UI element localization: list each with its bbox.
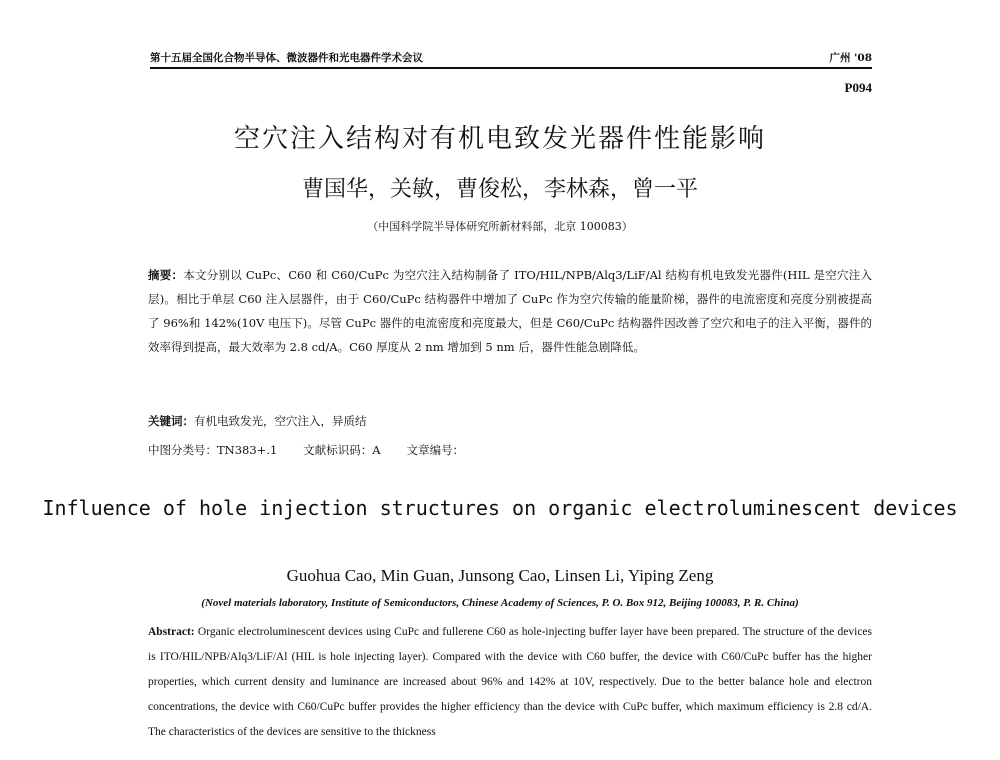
classification-number: 中图分类号：TN383+.1 [148, 443, 278, 457]
title-english: Influence of hole injection structures on organic electroluminescent devices [42, 496, 958, 520]
running-header [150, 50, 872, 65]
header-divider [150, 67, 872, 69]
abstract-text-english: Organic electroluminescent devices using CuPc and fullerene C60 as hole-injecting buffer layer have been prepared. The structure of the devices is ITO/HIL/NPB/Alq3/LiF/Al (HIL is hole injecting layer). Compared with the device with C60 buffer, the device with C60/CuPc buffer has the higher properties, which current density and luminance are increased about 96% and 142% at 10V, respectively. Due to the better balance hole and electron concentrations, the device with C60/CuPc buffer provides the higher efficiency than the device with CuPc buffer, which maximum efficiency is 2.8 cd/A. The characteristics of the devices are sensitive to the thickness [148, 626, 872, 738]
article-number: 文章编号： [406, 443, 465, 457]
keywords-line [148, 413, 367, 429]
document-code: 文献标识码：A [303, 443, 381, 457]
keywords-label: 关键词： [148, 414, 194, 428]
affiliation-english: (Novel materials laboratory, Institute of Semiconductors, Chinese Academy of Sciences, P. O. Box 912, Beijing 100083, P. R. China) [201, 597, 799, 609]
abstract-text-chinese: 本文分别以 CuPc、C60 和 C60/CuPc 为空穴注入结构制备了 ITO/HIL/NPB/Alq3/LiF/Al 结构有机电致发光器件(HIL 是空穴注入层)。相比于单层 C60 注入层器件，由于 C60/CuPc 结构器件中增加了 CuPc 作为空穴传输的能量阶梯，器件的电流密度和亮度分别被提高了 96%和 142%(10V 电压下)。尽管 CuPc 器件的电流密度和亮度最大，但是 C60/CuPc 结构器件因改善了空穴和电子的注入平衡，器件的效率得到提高，最大效率为 2.8 cd/A。C60 厚度从 2 nm 增加到 5 nm 后，器件性能急剧降低。 [148, 268, 873, 354]
classification-line [148, 442, 464, 458]
abstract-label-english: Abstract: [148, 626, 195, 638]
abstract-label-chinese: 摘要： [148, 268, 184, 282]
abstract-english [148, 620, 872, 745]
abstract-chinese [148, 263, 872, 359]
affiliation-chinese: （中国科学院半导体研究所新材料部，北京 100083） [367, 220, 633, 233]
keywords-text: 有机电致发光，空穴注入，异质结 [194, 414, 367, 428]
conference-name: 第十五届全国化合物半导体、微波器件和光电器件学术会议 [150, 52, 423, 64]
authors-chinese: 曹国华，关敏，曹俊松，李林森，曾一平 [301, 177, 698, 202]
paper-code: P094 [844, 80, 872, 95]
title-chinese: 空穴注入结构对有机电致发光器件性能影响 [233, 124, 766, 154]
location-year: 广州 '08 [829, 52, 872, 64]
authors-english: Guohua Cao, Min Guan, Junsong Cao, Linsen Li, Yiping Zeng [286, 566, 714, 585]
